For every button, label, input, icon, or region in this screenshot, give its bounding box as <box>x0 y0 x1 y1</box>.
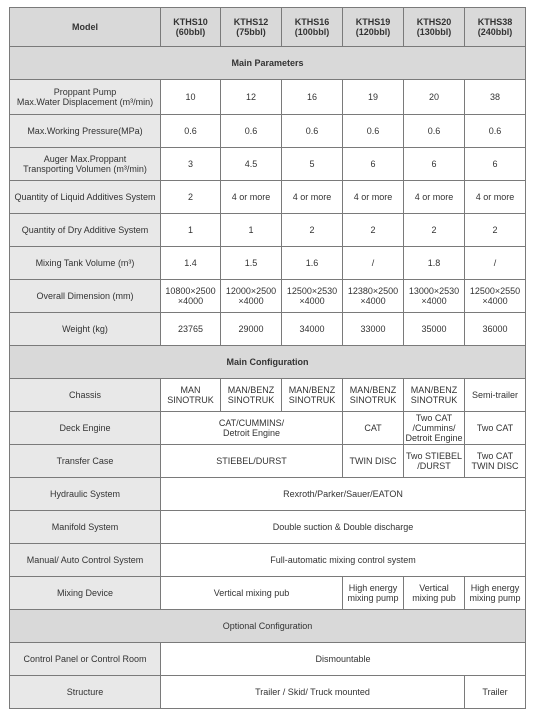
cell: Vertical mixing pub <box>404 577 465 610</box>
row-label: Quantity of Dry Additive System <box>10 214 161 247</box>
cell: Dismountable <box>161 643 526 676</box>
cell: High energy mixing pump <box>343 577 404 610</box>
cell: 0.6 <box>343 115 404 148</box>
table-row <box>10 544 526 577</box>
table-row <box>10 280 526 313</box>
row-label: Control Panel or Control Room <box>10 643 161 676</box>
cell: 36000 <box>465 313 526 346</box>
section-title: Main Configuration <box>10 346 526 379</box>
cell: 4 or more <box>221 181 282 214</box>
row-label: Mixing Tank Volume (m³) <box>10 247 161 280</box>
cell: 2 <box>282 214 343 247</box>
cell: Two CAT <box>465 412 526 445</box>
model-kths12: KTHS12 (75bbl) <box>221 8 282 47</box>
cell: 5 <box>282 148 343 181</box>
table-row <box>10 80 526 115</box>
table-row <box>10 412 526 445</box>
cell: 13000×2530 ×4000 <box>404 280 465 313</box>
row-label: Auger Max.Proppant Transporting Volumen (m³/min) <box>10 148 161 181</box>
table-row <box>10 445 526 478</box>
cell: TWIN DISC <box>343 445 404 478</box>
cell: 6 <box>343 148 404 181</box>
row-label: Mixing Device <box>10 577 161 610</box>
cell: MAN/BENZ SINOTRUK <box>404 379 465 412</box>
cell: STIEBEL/DURST <box>161 445 343 478</box>
row-label: Chassis <box>10 379 161 412</box>
table-row <box>10 313 526 346</box>
row-label: Proppant Pump Max.Water Displacement (m³/min) <box>10 80 161 115</box>
cell: Rexroth/Parker/Sauer/EATON <box>161 478 526 511</box>
cell: Two CAT TWIN DISC <box>465 445 526 478</box>
model-kths20: KTHS20 (130bbl) <box>404 8 465 47</box>
cell: 0.6 <box>282 115 343 148</box>
table-row <box>10 214 526 247</box>
cell: 6 <box>465 148 526 181</box>
cell: / <box>465 247 526 280</box>
cell: Two CAT /Cummins/ Detroit Engine <box>405 413 463 443</box>
cell: CAT <box>343 412 404 445</box>
section-optional-configuration <box>10 610 526 643</box>
cell: 12000×2500 ×4000 <box>221 280 282 313</box>
cell: 2 <box>161 181 221 214</box>
cell: 35000 <box>404 313 465 346</box>
model-kths16: KTHS16 (100bbl) <box>282 8 343 47</box>
cell: 10800×2500 ×4000 <box>161 280 221 313</box>
cell: 33000 <box>343 313 404 346</box>
cell: 12500×2530 ×4000 <box>282 280 343 313</box>
cell: MAN/BENZ SINOTRUK <box>343 379 404 412</box>
row-label: Weight (kg) <box>10 313 161 346</box>
cell: 4.5 <box>221 148 282 181</box>
cell: Semi-trailer <box>465 379 526 412</box>
cell: 34000 <box>282 313 343 346</box>
row-label: Overall Dimension (mm) <box>10 280 161 313</box>
model-kths19: KTHS19 (120bbl) <box>343 8 404 47</box>
cell: Full-automatic mixing control system <box>161 544 526 577</box>
cell: 2 <box>404 214 465 247</box>
section-title: Optional Configuration <box>10 610 526 643</box>
cell: 38 <box>465 80 526 115</box>
cell: Double suction & Double discharge <box>161 511 526 544</box>
table-row <box>10 676 526 709</box>
spec-table <box>9 7 526 709</box>
cell: CAT/CUMMINS/ Detroit Engine <box>161 412 343 445</box>
cell: 29000 <box>221 313 282 346</box>
table-row <box>10 478 526 511</box>
cell: 12380×2500 ×4000 <box>343 280 404 313</box>
cell: 19 <box>343 80 404 115</box>
table-row <box>10 511 526 544</box>
table-row <box>10 247 526 280</box>
cell: 20 <box>404 80 465 115</box>
section-title: Main Parameters <box>10 47 526 80</box>
cell: 12 <box>221 80 282 115</box>
cell: 6 <box>404 148 465 181</box>
header-row <box>10 8 526 47</box>
cell: 0.6 <box>404 115 465 148</box>
cell: 1.4 <box>161 247 221 280</box>
cell: 1 <box>221 214 282 247</box>
cell: MAN/BENZ SINOTRUK <box>221 379 282 412</box>
model-kths10: KTHS10 (60bbl) <box>161 8 221 47</box>
cell: / <box>343 247 404 280</box>
row-label: Manifold System <box>10 511 161 544</box>
cell: 2 <box>343 214 404 247</box>
row-label: Quantity of Liquid Additives System <box>10 181 161 214</box>
cell: 0.6 <box>221 115 282 148</box>
cell: Trailer / Skid/ Truck mounted <box>161 676 465 709</box>
row-label: Deck Engine <box>10 412 161 445</box>
cell: Trailer <box>465 676 526 709</box>
cell: 2 <box>465 214 526 247</box>
row-label: Max.Working Pressure(MPa) <box>10 115 161 148</box>
cell: 4 or more <box>404 181 465 214</box>
cell: 4 or more <box>343 181 404 214</box>
cell: Two STIEBEL /DURST <box>404 445 465 478</box>
table-row <box>10 181 526 214</box>
cell: 1.8 <box>404 247 465 280</box>
cell: 10 <box>161 80 221 115</box>
cell: 1 <box>161 214 221 247</box>
table-row <box>10 643 526 676</box>
cell: 12500×2550 ×4000 <box>465 280 526 313</box>
cell: High energy mixing pump <box>465 577 526 610</box>
cell: MAN/BENZ SINOTRUK <box>282 379 343 412</box>
cell: Vertical mixing pub <box>161 577 343 610</box>
model-kths38: KTHS38 (240bbl) <box>465 8 526 47</box>
cell: 1.6 <box>282 247 343 280</box>
table-row <box>10 115 526 148</box>
cell: MAN SINOTRUK <box>161 379 221 412</box>
table-row <box>10 148 526 181</box>
table-row <box>10 577 526 610</box>
cell: 0.6 <box>161 115 221 148</box>
row-label: Hydraulic System <box>10 478 161 511</box>
row-label: Structure <box>10 676 161 709</box>
cell: 4 or more <box>282 181 343 214</box>
table-row <box>10 379 526 412</box>
cell: 16 <box>282 80 343 115</box>
model-header: Model <box>10 8 161 47</box>
cell: 23765 <box>161 313 221 346</box>
cell: 1.5 <box>221 247 282 280</box>
cell: 0.6 <box>465 115 526 148</box>
spec-table-container <box>9 7 525 709</box>
row-label: Transfer Case <box>10 445 161 478</box>
section-main-configuration <box>10 346 526 379</box>
cell: 4 or more <box>465 181 526 214</box>
section-main-parameters <box>10 47 526 80</box>
row-label: Manual/ Auto Control System <box>10 544 161 577</box>
cell: 3 <box>161 148 221 181</box>
